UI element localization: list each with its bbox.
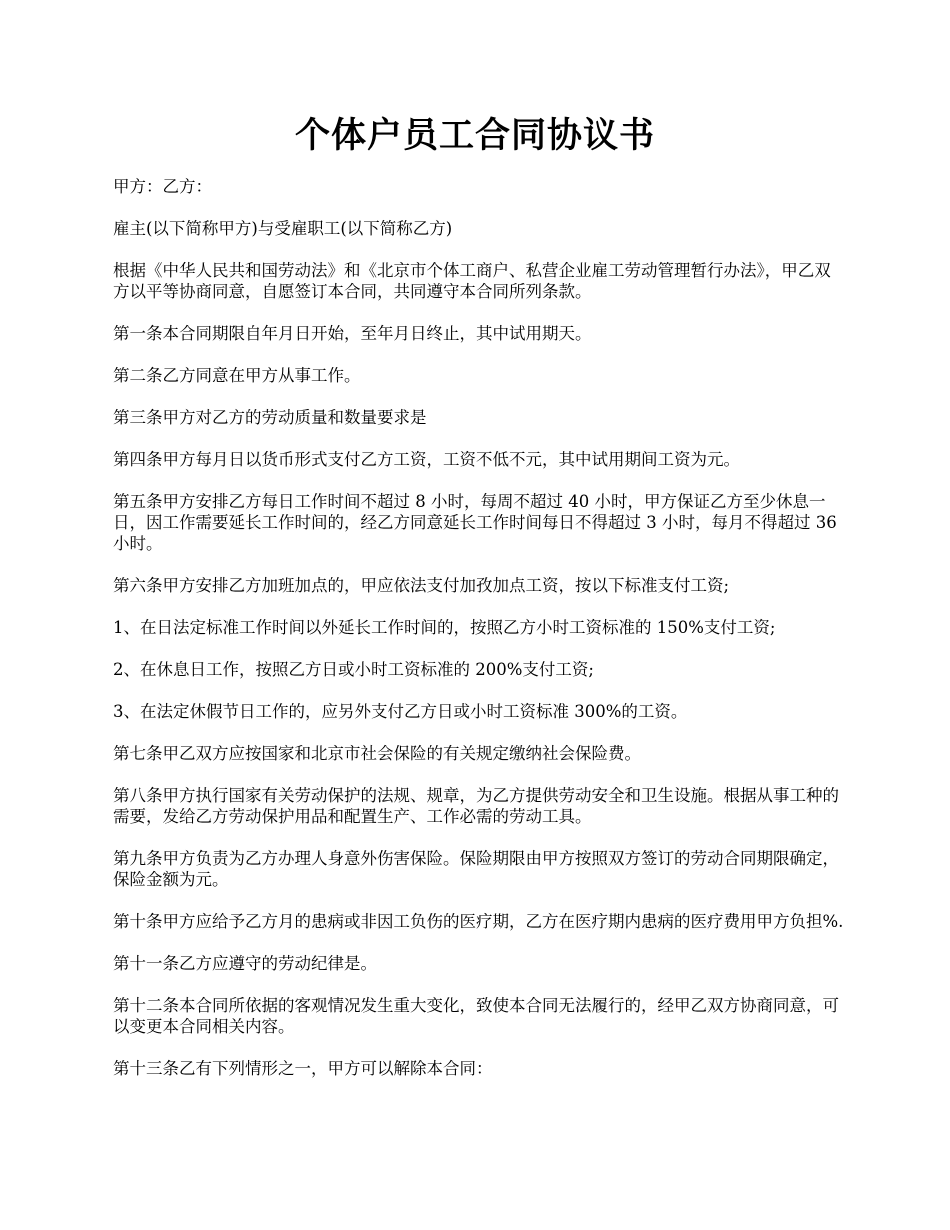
article-11: 第十一条乙方应遵守的劳动纪律是。 [113,954,377,973]
article-10: 第十条甲方应给予乙方月的患病或非因工负伤的医疗期，乙方在医疗期内患病的医疗费用甲方负担%. [113,912,844,931]
preamble: 根据《中华人民共和国劳动法》和《北京市个体工商户、私营企业雇工劳动管理暂行办法》，甲乙双方以平等协商同意，自愿签订本合同，共同遵守本合同所列条款。 [113,261,831,301]
article-6-item-2: 2、在休息日工作，按照乙方日或小时工资标准的 200%支付工资; [113,660,594,679]
parties-line: 甲方：乙方： [113,177,212,196]
article-6-item-1: 1、在日法定标准工作时间以外延长工作时间的，按照乙方小时工资标准的 150%支付工资; [113,618,776,637]
article-13: 第十三条乙有下列情形之一，甲方可以解除本合同： [113,1059,493,1078]
document-title: 个体户员工合同协议书 [294,115,655,156]
article-1: 第一条本合同期限自年月日开始，至年月日终止，其中试用期天。 [113,324,592,343]
article-9: 第九条甲方负责为乙方办理人身意外伤害保险。保险期限由甲方按照双方签订的劳动合同期限确定，保险金额为元。 [113,849,839,889]
article-7: 第七条甲乙双方应按国家和北京市社会保险的有关规定缴纳社会保险费。 [113,744,641,763]
article-6-item-3: 3、在法定休假节日工作的，应另外支付乙方日或小时工资标准 300%的工资。 [113,702,688,721]
article-8: 第八条甲方执行国家有关劳动保护的法规、规章，为乙方提供劳动安全和卫生设施。根据从事工种的需要，发给乙方劳动保护用品和配置生产、工作必需的劳动工具。 [113,786,839,826]
article-6: 第六条甲方安排乙方加班加点的，甲应依法支付加孜加点工资，按以下标准支付工资; [113,576,730,595]
document-body [113,176,845,1100]
article-5: 第五条甲方安排乙方每日工作时间不超过 8 小时，每周不超过 40 小时，甲方保证乙方至少休息一日，因工作需要延长工作时间的，经乙方同意延长工作时间每日不得超过 3 小时，每月不得超过 36 小时。 [113,492,837,553]
article-12: 第十二条本合同所依据的客观情况发生重大变化，致使本合同无法履行的，经甲乙双方协商同意，可以变更本合同相关内容。 [113,996,839,1036]
article-3: 第三条甲方对乙方的劳动质量和数量要求是 [113,408,427,427]
parties-definition: 雇主(以下简称甲方)与受雇职工(以下简称乙方) [113,219,453,238]
article-4: 第四条甲方每月日以货币形式支付乙方工资，工资不低不元，其中试用期间工资为元。 [113,450,740,469]
article-2: 第二条乙方同意在甲方从事工作。 [113,366,361,385]
